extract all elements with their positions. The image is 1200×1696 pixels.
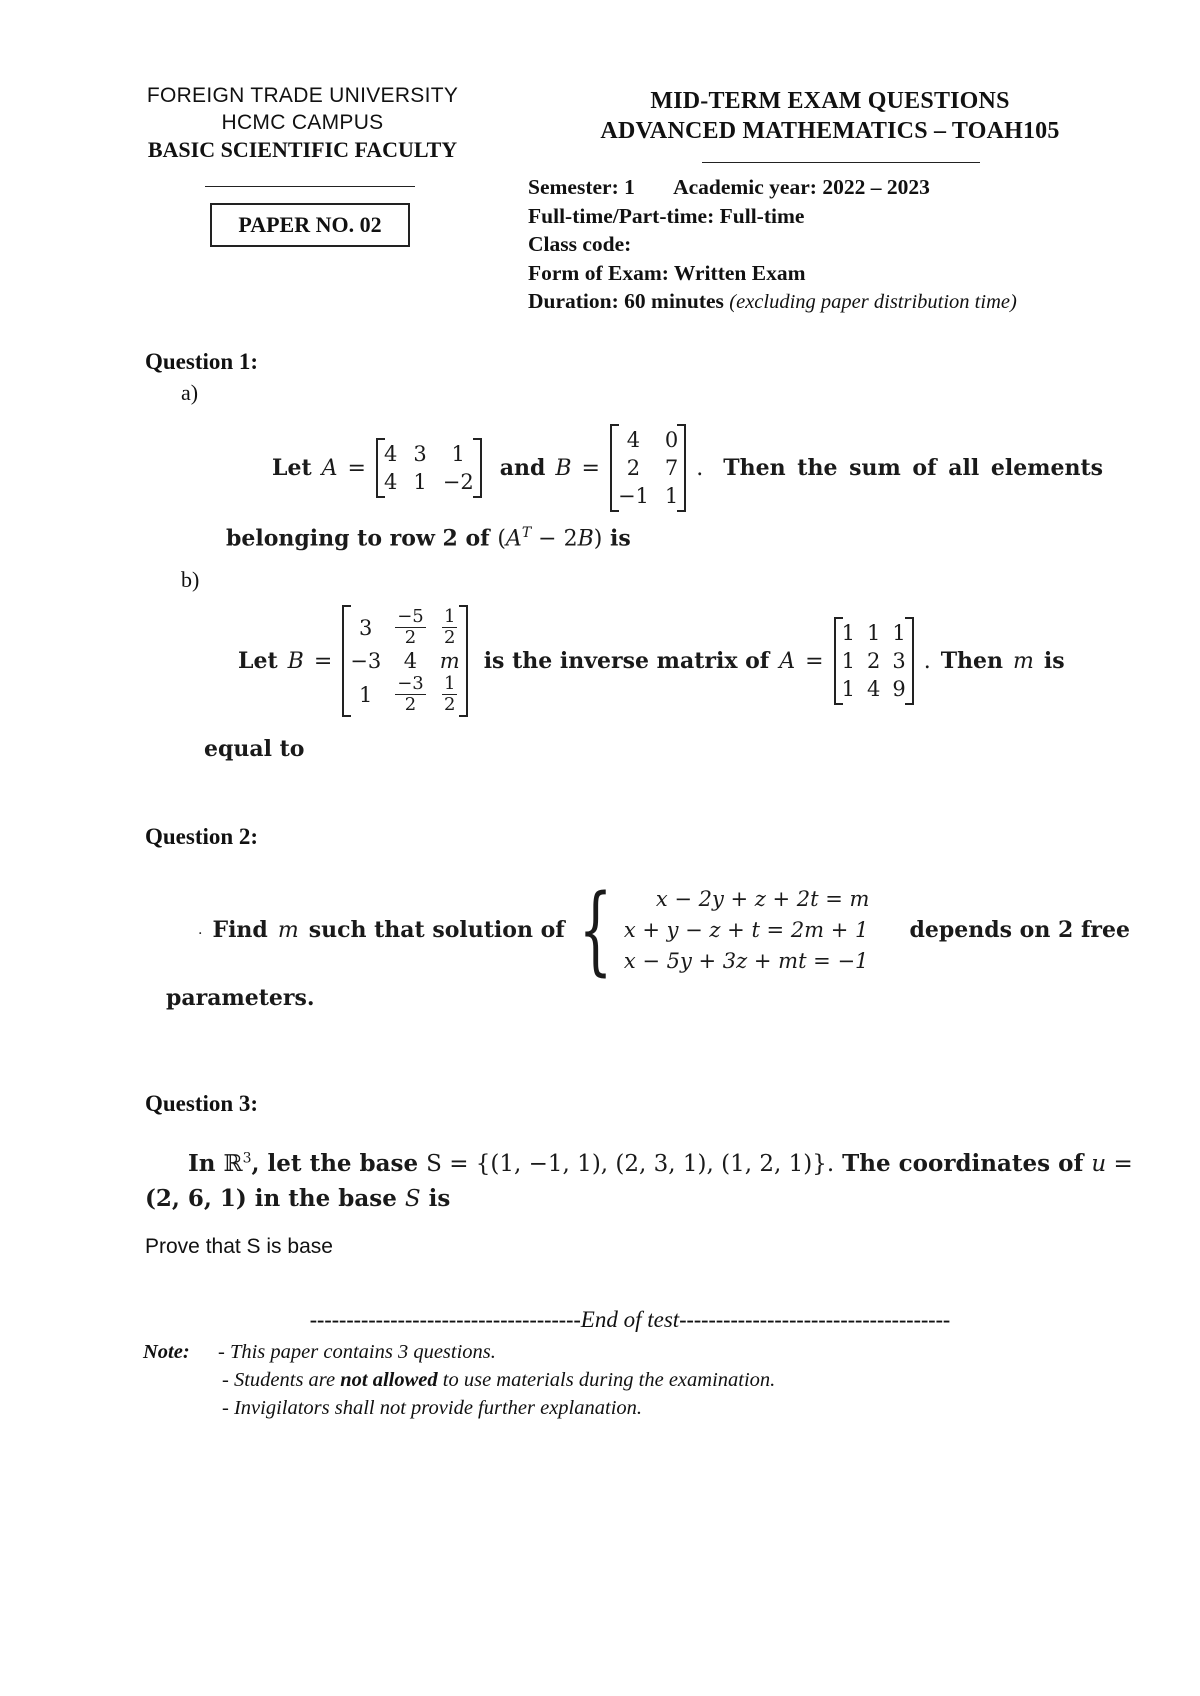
q1a-continuation: belonging to row 2 of $(A^T - 2B)$ is bbox=[226, 525, 631, 552]
q1b-continuation: equal to bbox=[204, 736, 305, 762]
system-brace: { bbox=[578, 874, 613, 986]
faculty-name: BASIC SCIENTIFIC FACULTY bbox=[147, 137, 458, 162]
form-line: Form of Exam: Written Exam bbox=[528, 260, 806, 285]
notes bbox=[143, 1338, 775, 1422]
course-title: ADVANCED MATHEMATICS – TOAH105 bbox=[600, 118, 1060, 144]
note-line-1: Note: - This paper contains 3 questions. bbox=[143, 1341, 496, 1363]
duration-line: Duration: 60 minutes (excluding paper distribution time) bbox=[528, 289, 1017, 313]
matrix-a: 4 3 1 4 1 −2 bbox=[376, 438, 482, 498]
exam-title: MID-TERM EXAM QUESTIONS bbox=[650, 88, 1010, 114]
note-line-3: - Invigilators shall not provide further explanation. bbox=[222, 1397, 643, 1419]
q2-statement: . Find m such that solution of { x − 2y + z + 2t = m x + y − z + t = 2m + 1 x − 5y + 3z + mt = −1 depends on 2 free bbox=[198, 874, 1130, 986]
campus-name: HCMC CAMPUS bbox=[221, 111, 384, 134]
q1-part-a-label: a) bbox=[181, 380, 199, 405]
q1b-statement: Let B = 3 $\frac{-5}{2}$ $\frac{1}{2}$ −3 4 m 1 $\frac{-3}{2}$ $\frac{1}{2}$ is the inverse matrix of A = 1 1 1 1 2 3 1 4 9 . Then m is bbox=[238, 606, 1065, 715]
mode-line: Full-time/Part-time: Full-time bbox=[528, 203, 805, 228]
semester-line: Semester: 1 Academic year: 2022 – 2023 bbox=[528, 175, 930, 199]
paper-number-box: PAPER NO. 02 bbox=[210, 203, 410, 247]
question-3-title: Question 3: bbox=[145, 1091, 259, 1116]
note-line-2: - Students are not allowed to use materials during the examination. bbox=[222, 1369, 776, 1391]
exam-info bbox=[528, 173, 1017, 317]
header-left bbox=[120, 82, 485, 163]
end-of-test: -------------------------------------End of test------------------------------------- bbox=[309, 1307, 951, 1332]
q3-continuation: (2, 6, 1) in the base S is bbox=[145, 1185, 451, 1212]
header-left-divider bbox=[205, 186, 415, 187]
question-1-title: Question 1: bbox=[145, 349, 259, 374]
class-code-line: Class code: bbox=[528, 232, 632, 256]
q1-part-b-label: b) bbox=[181, 567, 200, 592]
matrix-b-inverse: 3 $\frac{-5}{2}$ $\frac{1}{2}$ −3 4 m 1 $\frac{-3}{2}$ $\frac{1}{2}$ bbox=[342, 605, 467, 717]
equation-system: x − 2y + z + 2t = m x + y − z + t = 2m + 1 x − 5y + 3z + mt = −1 bbox=[623, 886, 870, 973]
question-2-title: Question 2: bbox=[145, 824, 259, 849]
q3-prove: Prove that S is base bbox=[145, 1235, 333, 1258]
university-name: FOREIGN TRADE UNIVERSITY bbox=[146, 84, 459, 107]
q3-statement: In ℝ$^3$, let the base S = {(1, −1, 1), (2, 3, 1), (1, 2, 1)}. The coordinates of u = bbox=[188, 1150, 1133, 1177]
q2-continuation: parameters. bbox=[166, 985, 315, 1011]
header-right-divider bbox=[702, 162, 980, 163]
matrix-b: 4 0 2 7 −1 1 bbox=[610, 424, 686, 512]
header-right bbox=[540, 86, 1120, 146]
matrix-a-second: 1 1 1 1 2 3 1 4 9 bbox=[834, 617, 914, 705]
q1a-statement: Let A = 4 3 1 4 1 −2 and B = 4 0 2 7 −1 1 . Then the sum of all elements bbox=[272, 424, 1103, 512]
